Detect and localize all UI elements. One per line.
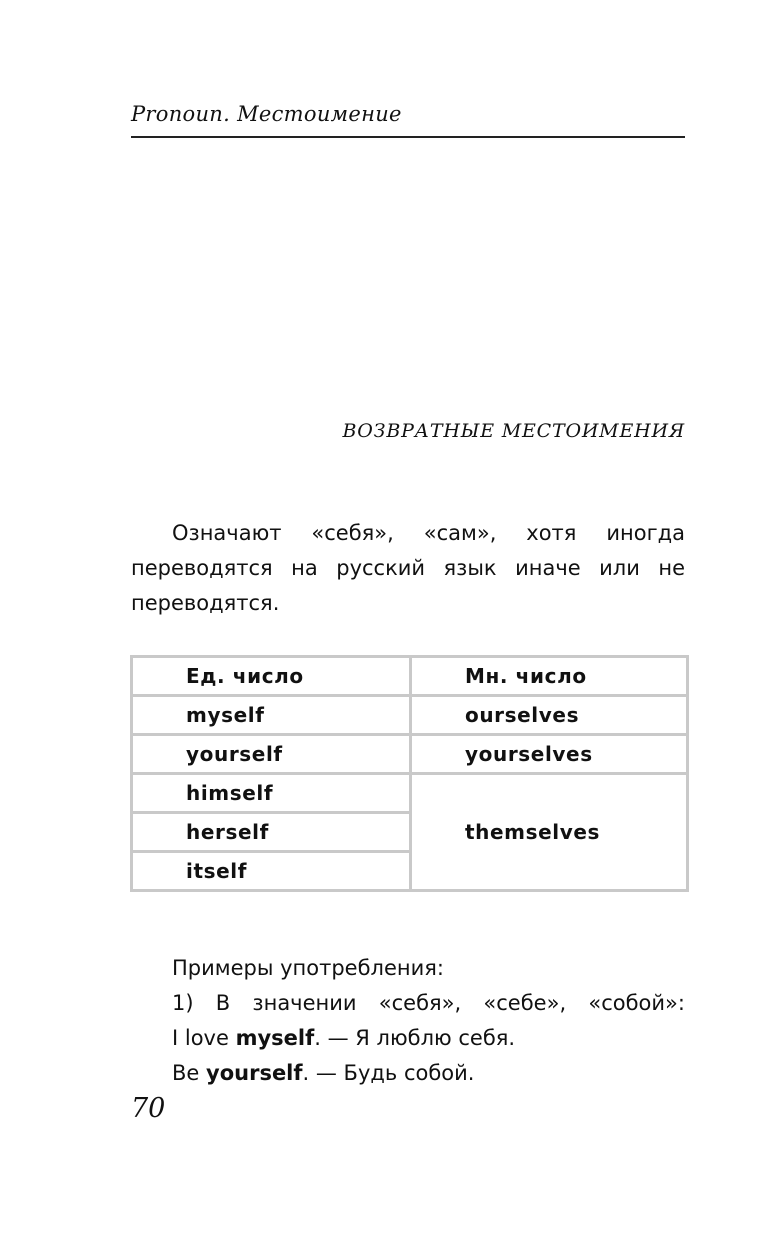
header-plural: Мн. число	[411, 657, 688, 696]
cell-singular: himself	[132, 774, 411, 813]
example-pronoun: myself	[235, 1026, 315, 1050]
cell-singular: itself	[132, 852, 411, 891]
case-word: В	[215, 991, 231, 1015]
case-word: «себя»,	[378, 991, 462, 1015]
case-word: 1)	[172, 991, 194, 1015]
table-header-row	[132, 657, 688, 696]
reflexive-pronouns-table	[130, 655, 689, 892]
cell-plural: yourselves	[411, 735, 688, 774]
table-row	[132, 696, 688, 735]
cell-singular: yourself	[132, 735, 411, 774]
example-sentence-1	[131, 1021, 685, 1056]
example-sentence-2	[131, 1056, 685, 1091]
cell-plural: ourselves	[411, 696, 688, 735]
examples-block	[131, 951, 685, 1091]
example-text: Be	[172, 1061, 207, 1085]
example-pronoun: yourself	[206, 1061, 303, 1085]
header-singular: Ед. число	[132, 657, 411, 696]
section-title: ВОЗВРАТНЫЕ МЕСТОИМЕНИЯ	[342, 420, 685, 442]
case-word: «собой»:	[588, 991, 685, 1015]
example-case-1	[131, 986, 685, 1021]
case-word: значении	[252, 991, 357, 1015]
cell-singular: herself	[132, 813, 411, 852]
running-header	[131, 100, 685, 138]
cell-plural-merged: themselves	[411, 774, 688, 891]
table-row	[132, 735, 688, 774]
example-translation: . — Я люблю себя.	[314, 1026, 516, 1050]
example-text: I love	[172, 1026, 236, 1050]
cell-singular: myself	[132, 696, 411, 735]
page-number: 70	[131, 1093, 166, 1124]
case-word: «себе»,	[483, 991, 567, 1015]
intro-text: Означают «себя», «сам», хотя иногда переводятся на русский язык иначе или не переводятся.	[131, 521, 685, 615]
table-row	[132, 774, 688, 813]
running-header-title: Pronoun. Местоимение	[131, 102, 402, 126]
examples-heading: Примеры употребления:	[172, 956, 444, 980]
intro-paragraph	[131, 516, 685, 621]
example-translation: . — Будь собой.	[302, 1061, 475, 1085]
